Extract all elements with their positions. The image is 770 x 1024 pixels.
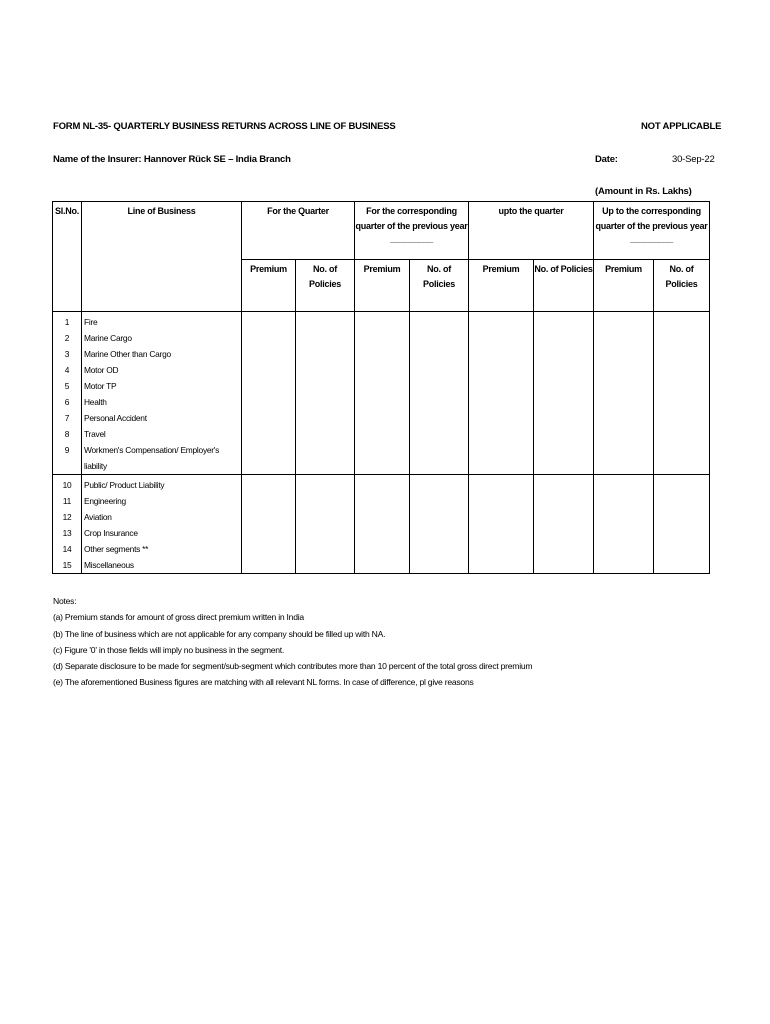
- row-line-of-business: Motor OD: [82, 362, 242, 378]
- row-line-of-business: Marine Cargo: [82, 330, 242, 346]
- note-e: (e) The aforementioned Business figures are matching with all relevant NL forms. In case of difference, pl give reasons: [53, 677, 474, 688]
- note-a: (a) Premium stands for amount of gross direct premium written in India: [53, 612, 304, 623]
- row-line-of-business: Marine Other than Cargo: [82, 346, 242, 362]
- data-cell: [242, 475, 296, 574]
- header-premium-4: Premium: [594, 260, 654, 312]
- header-policies-2: [410, 260, 469, 312]
- header-premium-3: Premium: [469, 260, 534, 312]
- header-upto-corresponding: [594, 202, 710, 260]
- header-premium-2: Premium: [355, 260, 410, 312]
- date-label: Date:: [595, 154, 618, 165]
- row-line-of-business: Motor TP: [82, 378, 242, 394]
- row-number: 13: [53, 525, 82, 541]
- row-number: 15: [53, 557, 82, 574]
- header-upto-corr-l1: Up to the corresponding: [602, 206, 701, 216]
- data-cell: [355, 475, 410, 574]
- data-cell: [469, 475, 534, 574]
- data-cell: [594, 475, 654, 574]
- table-body-group-2: [53, 475, 710, 574]
- header-policies-3: No. of Policies: [534, 260, 594, 312]
- note-c: (c) Figure '0' in those fields will imply no business in the segment.: [53, 644, 285, 655]
- notes-block: [53, 593, 532, 691]
- data-cell: [534, 312, 594, 475]
- row-line-of-business: Crop Insurance: [82, 525, 242, 541]
- table-body-group-1: [53, 312, 710, 475]
- row-number: 8: [53, 426, 82, 442]
- row-line-of-business: Engineering: [82, 493, 242, 509]
- row-line-of-business: Fire: [82, 312, 242, 331]
- header-corr-l1: For the corresponding: [366, 206, 457, 216]
- row-line-of-business: Health: [82, 394, 242, 410]
- row-number: 1: [53, 312, 82, 331]
- table-row: [53, 475, 710, 494]
- insurer-line: [53, 154, 291, 165]
- header-row-1: [53, 202, 710, 260]
- amount-unit-note: (Amount in Rs. Lakhs): [595, 186, 692, 197]
- header-corr-dashes: _________: [390, 234, 433, 244]
- row-line-of-business: Personal Accident: [82, 410, 242, 426]
- data-cell: [296, 312, 355, 475]
- header-policies-1: No. of Policies: [296, 260, 355, 312]
- row-number: 3: [53, 346, 82, 362]
- data-cell: [594, 312, 654, 475]
- data-cell: [654, 475, 710, 574]
- data-cell: [654, 312, 710, 475]
- header-policies-4: No. of Policies: [654, 260, 710, 312]
- data-cell: [410, 475, 469, 574]
- data-cell: [410, 312, 469, 475]
- row-line-of-business: Miscellaneous: [82, 557, 242, 574]
- notes-title: Notes:: [53, 596, 77, 606]
- data-cell: [534, 475, 594, 574]
- header-premium-1: Premium: [242, 260, 296, 312]
- note-d: (d) Separate disclosure to be made for segment/sub-segment which contributes more than 10 percent of the total gross direct premium: [53, 661, 533, 672]
- data-cell: [242, 312, 296, 475]
- data-cell: [296, 475, 355, 574]
- header-line-of-business: Line of Business: [82, 202, 242, 312]
- row-line-of-business: Travel: [82, 426, 242, 442]
- header-policies-word: Policies: [423, 279, 456, 289]
- table-row: [53, 312, 710, 331]
- date-value: 30-Sep-22: [672, 154, 715, 165]
- header-corr-l2: quarter of the previous year: [355, 221, 468, 231]
- header-no-of: No. of: [427, 264, 452, 274]
- header-upto-corr-dashes: _________: [630, 234, 673, 244]
- header-for-quarter: For the Quarter: [242, 202, 355, 260]
- header-upto-quarter: upto the quarter: [469, 202, 594, 260]
- row-number: 10: [53, 475, 82, 494]
- note-b: (b) The line of business which are not applicable for any company should be filled up with NA.: [53, 628, 386, 639]
- header-slno: Sl.No.: [53, 202, 82, 312]
- row-line-of-business: Workmen's Compensation/ Employer's liability: [82, 442, 242, 475]
- row-number: 2: [53, 330, 82, 346]
- row-number: 11: [53, 493, 82, 509]
- data-cell: [355, 312, 410, 475]
- insurer-label: Name of the Insurer:: [53, 154, 142, 165]
- header-corresponding-quarter: [355, 202, 469, 260]
- row-number: 12: [53, 509, 82, 525]
- insurer-name: Hannover Rück SE – India Branch: [143, 154, 291, 165]
- row-number: 6: [53, 394, 82, 410]
- header-upto-corr-l2: quarter of the previous year: [595, 221, 708, 231]
- data-cell: [469, 312, 534, 475]
- row-number: 9: [53, 442, 82, 475]
- row-number: 5: [53, 378, 82, 394]
- status-label: NOT APPLICABLE: [641, 121, 722, 132]
- row-line-of-business: Other segments **: [82, 541, 242, 557]
- line-of-business-table: [52, 201, 710, 574]
- row-number: 4: [53, 362, 82, 378]
- row-line-of-business: Public/ Product Liability: [82, 475, 242, 494]
- row-number: 7: [53, 410, 82, 426]
- row-number: 14: [53, 541, 82, 557]
- form-title: FORM NL-35- QUARTERLY BUSINESS RETURNS ACROSS LINE OF BUSINESS: [53, 121, 396, 132]
- row-line-of-business: Aviation: [82, 509, 242, 525]
